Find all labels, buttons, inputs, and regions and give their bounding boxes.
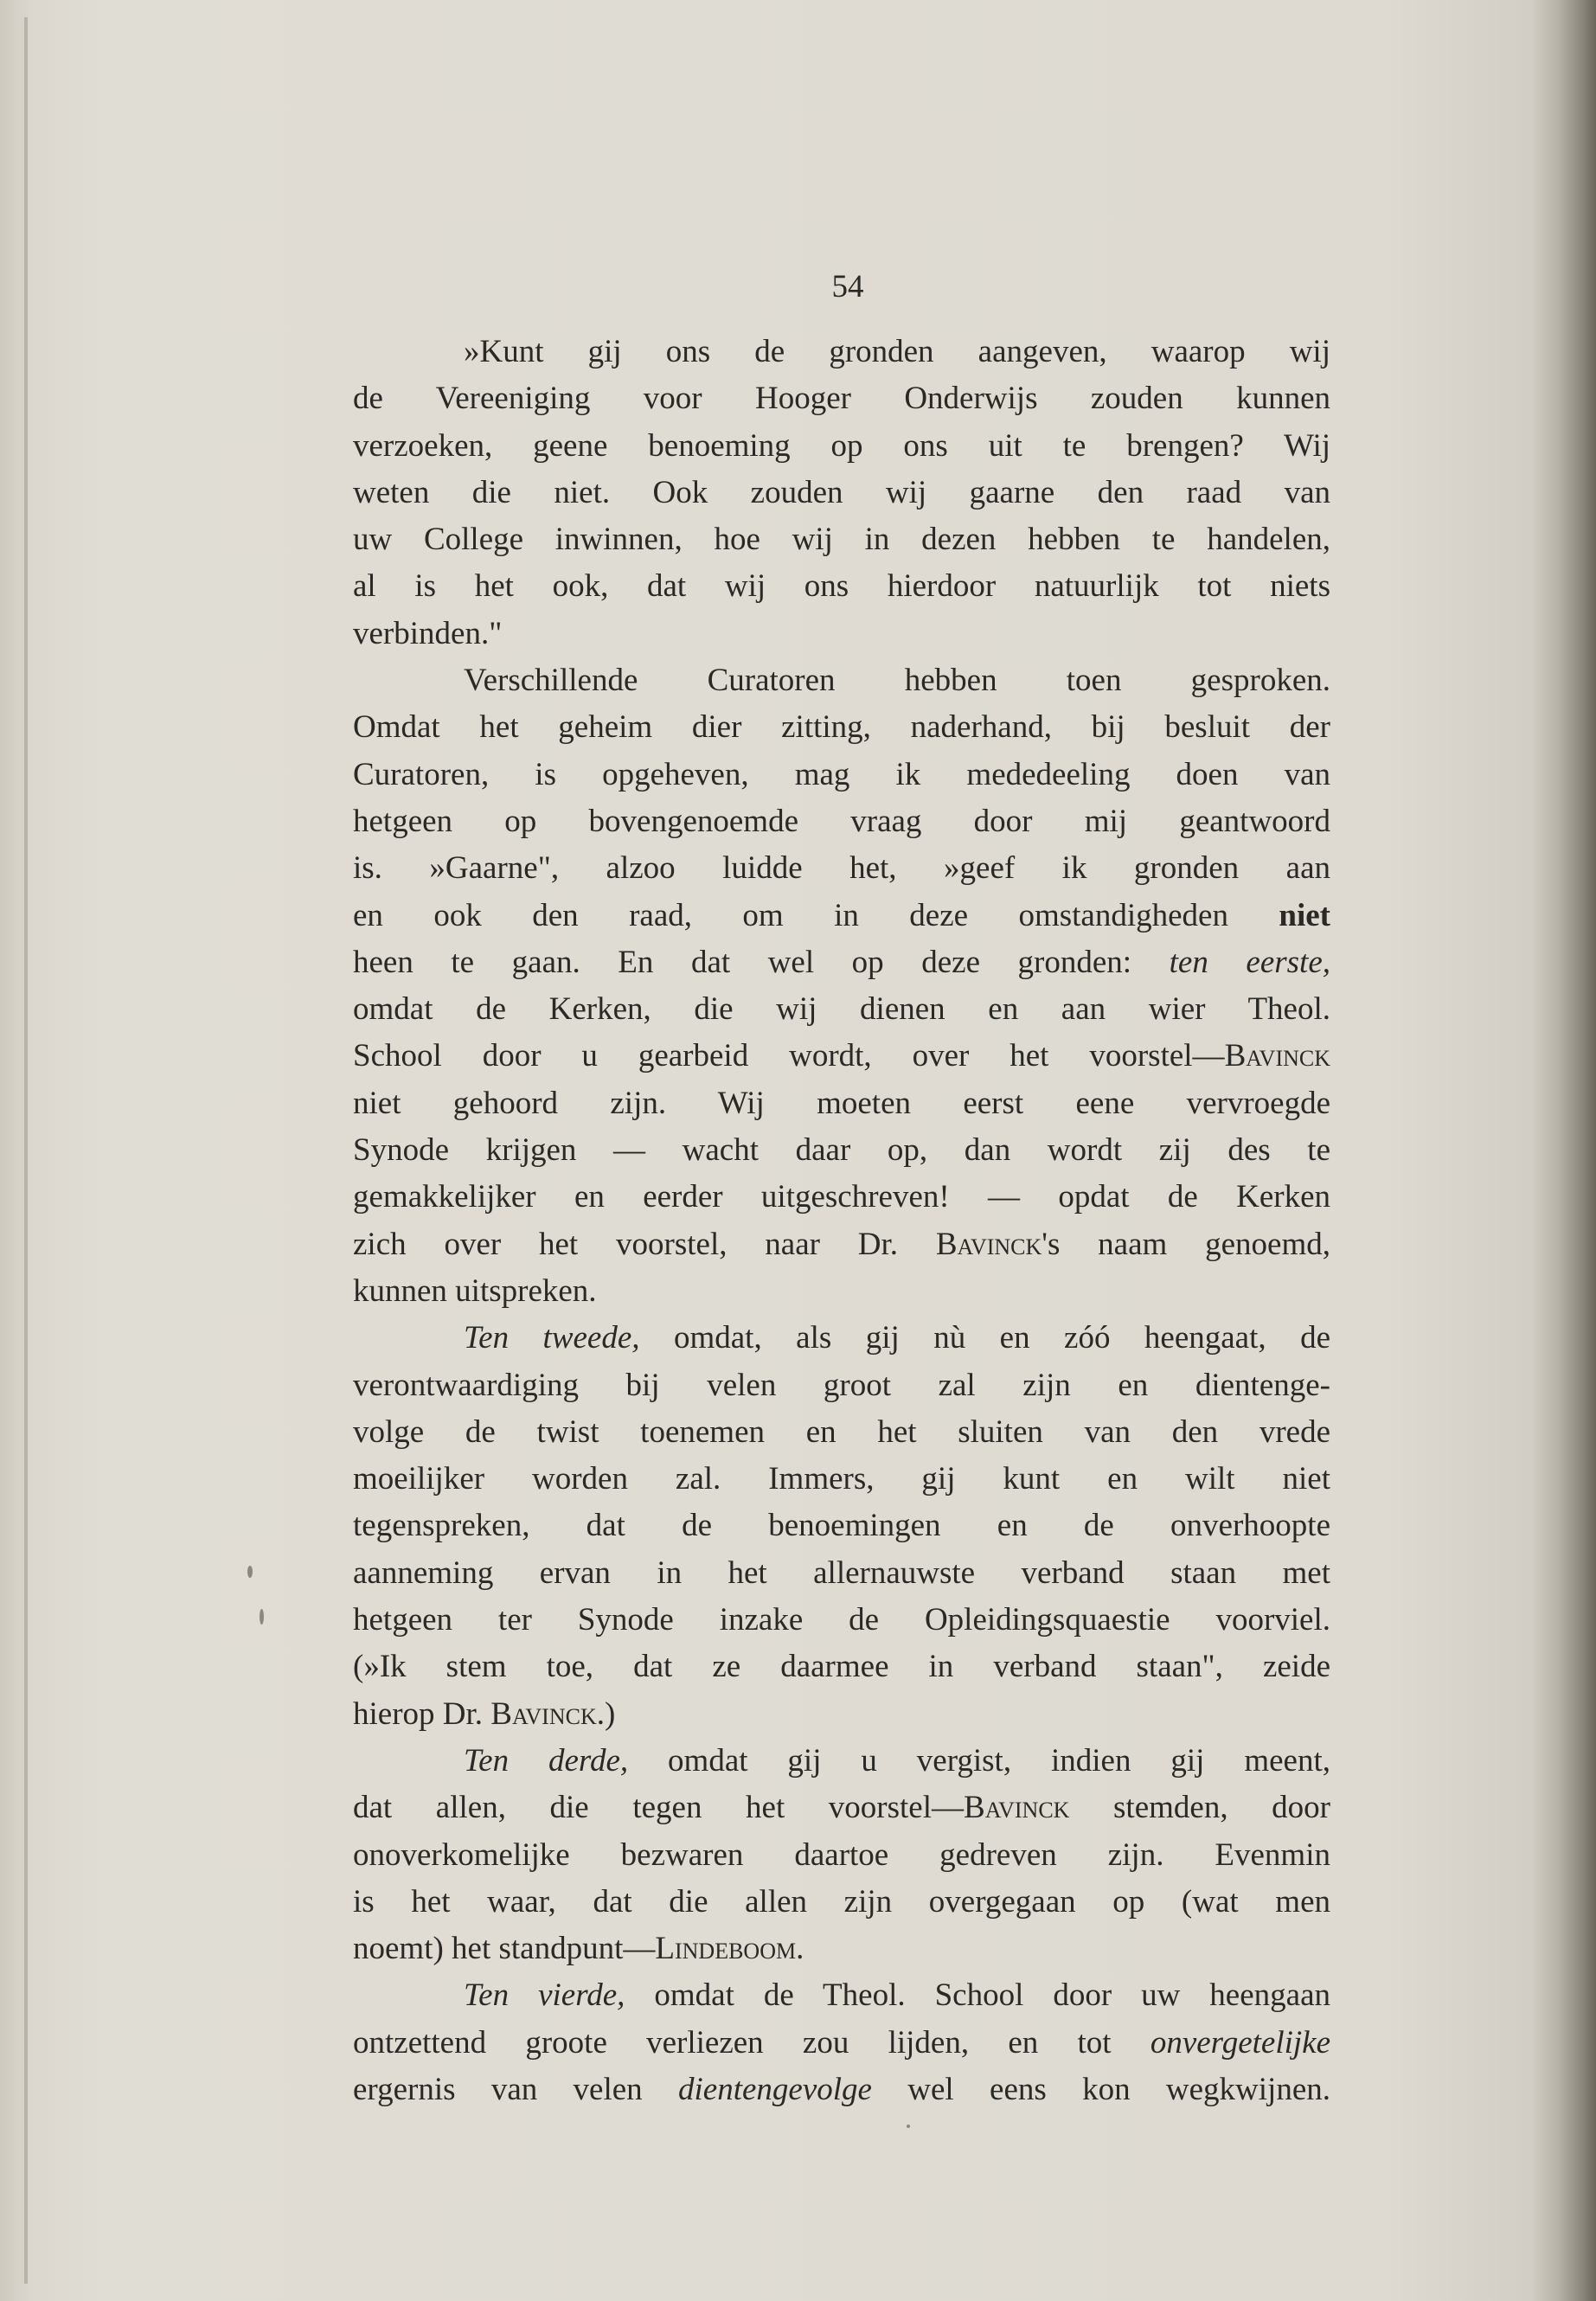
text-line	[353, 1456, 1330, 1503]
text-run: omdat de Kerken, die wij dienen en aan wier Theol.	[353, 991, 1330, 1028]
text-line	[353, 1926, 1330, 1972]
text-line	[353, 1409, 1330, 1456]
text-run: is. »Gaarne", alzoo luidde het, »geef ik gronden aan	[353, 850, 1330, 887]
text-run: 's naam genoemd,	[1042, 1226, 1330, 1262]
text-run: stemden, door	[1069, 1790, 1330, 1826]
text-run: Ten vierde,	[464, 1977, 625, 2014]
page-edge	[24, 17, 28, 2284]
text-run: gemakkelijker en eerder uitgeschreven! — opdat de Kerken	[353, 1179, 1330, 1215]
text-run: (»Ik stem toe, dat ze daarmee in verband staan", zeide	[353, 1649, 1330, 1685]
text-run: Synode krijgen — wacht daar op, dan wordt zij des te	[353, 1132, 1330, 1169]
text-run: .)	[596, 1695, 616, 1732]
text-run: volge de twist toenemen en het sluiten van den vrede	[353, 1413, 1330, 1450]
text-run: verontwaardiging bij velen groot zal zijn en dientenge-	[353, 1367, 1330, 1403]
text-run: is het waar, dat die allen zijn overgegaan op (wat men	[353, 1883, 1330, 1920]
text-line	[353, 798, 1330, 845]
text-line	[353, 1644, 1330, 1690]
text-run: verbinden."	[353, 615, 503, 651]
text-run: hetgeen op bovengenoemde vraag door mij geantwoord	[353, 803, 1330, 839]
text-run: ontzettend groote verliezen zou lijden, en tot	[353, 2024, 1112, 2061]
text-line	[353, 1738, 1330, 1785]
text-line	[353, 611, 1330, 657]
text-line	[353, 1972, 1330, 2019]
text-line	[353, 1268, 1330, 1315]
text-line	[353, 1127, 1330, 1174]
text-run: School door u gearbeid wordt, over het voorstel—	[353, 1038, 1225, 1074]
text-line	[353, 1503, 1330, 1549]
text-run: Bavinck	[935, 1226, 1042, 1262]
text-line	[353, 423, 1330, 470]
text-line	[353, 893, 1330, 939]
text-run: weten die niet. Ook zouden wij gaarne den raad van	[353, 474, 1330, 510]
speck	[907, 2125, 910, 2128]
text-run: Bavinck	[490, 1695, 597, 1732]
text-line	[353, 329, 1330, 375]
text-line	[353, 1221, 1330, 1268]
speck	[260, 1609, 264, 1625]
text-run: Ten derde,	[464, 1742, 629, 1779]
text-run: niet	[1279, 897, 1331, 933]
text-line	[353, 2020, 1330, 2067]
text-run: dientengevolge	[678, 2071, 872, 2107]
text-line	[353, 1785, 1330, 1831]
text-run: verzoeken, geene benoeming op ons uit te brengen? Wij	[353, 427, 1330, 464]
text-run: Verschillende Curatoren hebben toen gesproken.	[464, 663, 1330, 699]
text-line	[353, 1362, 1330, 1409]
text-run: Bavinck	[964, 1790, 1070, 1826]
text-run: hetgeen ter Synode inzake de Opleidingsquaestie voorviel.	[353, 1602, 1330, 1638]
text-line	[353, 1033, 1330, 1080]
text-run: kunnen uitspreken.	[353, 1272, 597, 1309]
text-line	[353, 516, 1330, 563]
text-run: tegenspreken, dat de benoemingen en de onverhoopte	[353, 1508, 1330, 1544]
text-run: Omdat het geheim dier zitting, naderhand, bij besluit der	[353, 709, 1330, 746]
text-run: Bavinck	[1224, 1038, 1330, 1074]
text-line	[353, 470, 1330, 516]
speck	[247, 1566, 253, 1578]
text-run: wel eens kon wegkwijnen.	[871, 2071, 1331, 2107]
text-run: Curatoren, is opgeheven, mag ik mededeeling doen van	[353, 756, 1330, 792]
text-run: .	[796, 1931, 804, 1967]
text-line	[353, 1315, 1330, 1362]
text-run: ten eerste,	[1169, 944, 1331, 980]
text-line	[353, 375, 1330, 422]
text-line	[353, 986, 1330, 1033]
text-line	[353, 845, 1330, 892]
text-line	[353, 1174, 1330, 1221]
text-run: niet gehoord zijn. Wij moeten eerst eene vervroegde	[353, 1085, 1330, 1121]
text-run: dat allen, die tegen het voorstel—	[353, 1790, 965, 1826]
text-run: Lindeboom	[655, 1931, 797, 1967]
text-line	[353, 939, 1330, 986]
body-text	[353, 329, 1330, 2113]
text-run: zich over het voorstel, naar Dr.	[353, 1226, 899, 1262]
text-line	[353, 704, 1330, 751]
text-run: onoverkomelijke bezwaren daartoe gedreven zijn. Evenmin	[353, 1836, 1330, 1873]
text-line	[353, 1550, 1330, 1597]
page-number: 54	[831, 269, 864, 304]
text-line	[353, 1597, 1330, 1644]
text-run: ergernis van velen	[353, 2071, 643, 2107]
text-run: omdat gij u vergist, indien gij meent,	[668, 1742, 1330, 1779]
text-line	[353, 563, 1330, 610]
text-run: uw College inwinnen, hoe wij in dezen hebben te handelen,	[353, 522, 1330, 558]
text-run: de Vereeniging voor Hooger Onderwijs zouden kunnen	[353, 381, 1330, 417]
text-run: omdat de Theol. School door uw heengaan	[654, 1977, 1330, 2014]
text-line	[353, 752, 1330, 798]
text-line	[353, 1691, 1330, 1738]
text-line	[353, 657, 1330, 704]
text-line	[353, 1879, 1330, 1926]
text-run: noemt) het standpunt—	[353, 1931, 656, 1967]
text-line	[353, 2067, 1330, 2113]
text-line	[353, 1832, 1330, 1879]
text-line	[353, 1080, 1330, 1127]
text-run: aanneming ervan in het allernauwste verband staan met	[353, 1554, 1330, 1591]
text-run: Ten tweede,	[464, 1320, 640, 1356]
text-run: onvergetelijke	[1150, 2024, 1331, 2061]
text-run: al is het ook, dat wij ons hierdoor natuurlijk tot niets	[353, 568, 1330, 605]
text-run: »Kunt gij ons de gronden aangeven, waarop wij	[464, 334, 1330, 369]
text-run: hierop Dr.	[353, 1695, 484, 1732]
text-run: omdat, als gij nù en zóó heengaat, de	[673, 1320, 1330, 1356]
text-run: moeilijker worden zal. Immers, gij kunt en wilt niet	[353, 1461, 1330, 1497]
text-run: heen te gaan. En dat wel op deze gronden:	[353, 944, 1132, 980]
text-run: en ook den raad, om in deze omstandigheden	[353, 897, 1228, 933]
